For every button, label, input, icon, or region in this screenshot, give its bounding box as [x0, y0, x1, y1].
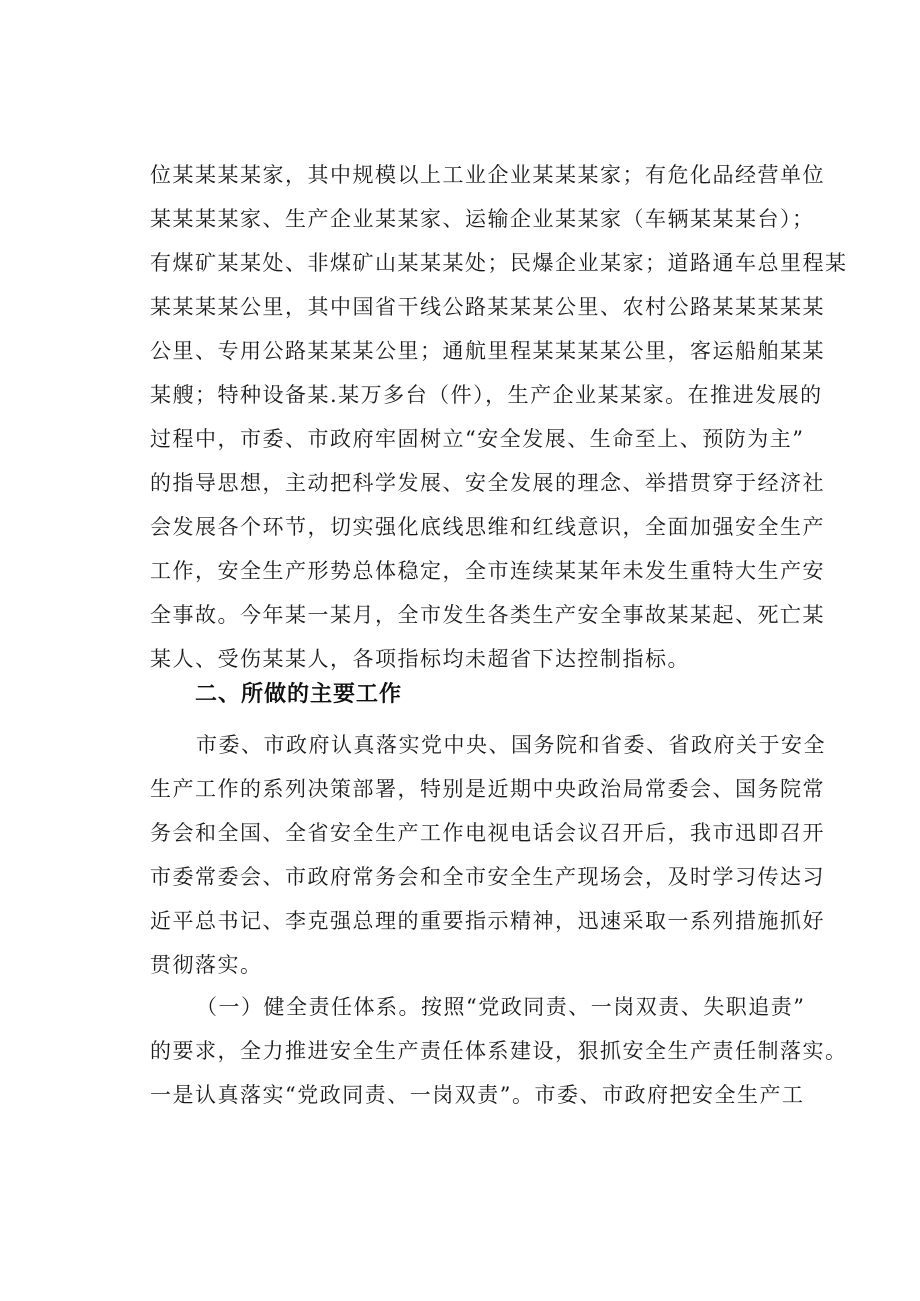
text-line: 有煤矿某某处、非煤矿山某某某处；民爆企业某家；道路通车总里程某 [150, 251, 848, 275]
text-line: 的要求，全力推进安全生产责任体系建设，狠抓安全生产责任制落实。 [150, 1039, 848, 1063]
text-line: 某某某某家、生产企业某某家、运输企业某某家（车辆某某某台）； [150, 207, 815, 231]
text-line: （一）健全责任体系。按照“党政同责、一岗双责、失职追责” [196, 995, 806, 1019]
section-heading: 二、所做的主要工作 [195, 682, 403, 707]
text-line: 市委常委会、市政府常务会和全市安全生产现场会，及时学习传达习 [150, 865, 825, 889]
text-line: 生产工作的系列决策部署，特别是近期中央政治局常委会、国务院常 [150, 777, 825, 801]
text-line: 一是认真落实“党政同责、一岗双责”。市委、市政府把安全生产工 [150, 1083, 805, 1107]
text-line: 工作，安全生产形势总体稳定，全市连续某某年未发生重特大生产安 [150, 559, 825, 583]
text-line: 某某某某公里，其中国省干线公路某某某公里、农村公路某某某某某 [150, 295, 825, 319]
text-line: 的指导思想，主动把科学发展、安全发展的理念、举措贯穿于经济社 [150, 471, 825, 495]
text-line: 某人、受伤某某人，各项指标均未超省下达控制指标。 [150, 647, 690, 671]
text-line: 近平总书记、李克强总理的重要指示精神，迅速采取一系列措施抓好 [150, 909, 825, 933]
text-line: 会发展各个环节，切实强化底线思维和红线意识，全面加强安全生产 [150, 515, 825, 539]
text-line: 务会和全国、全省安全生产工作电视电话会议召开后，我市迅即召开 [150, 821, 825, 845]
text-line: 某艘；特种设备某.某万多台（件），生产企业某某家。在推进发展的 [150, 383, 823, 407]
text-line: 市委、市政府认真落实党中央、国务院和省委、省政府关于安全 [196, 733, 826, 757]
text-line: 全事故。今年某一某月，全市发生各类生产安全事故某某起、死亡某 [150, 603, 825, 627]
text-line: 位某某某某家，其中规模以上工业企业某某某家；有危化品经营单位 [150, 163, 825, 187]
text-line: 贯彻落实。 [150, 953, 263, 977]
text-line: 公里、专用公路某某某公里；通航里程某某某某公里，客运船舶某某 [150, 339, 825, 363]
text-line: 过程中，市委、市政府牢固树立“安全发展、生命至上、预防为主” [150, 427, 805, 451]
